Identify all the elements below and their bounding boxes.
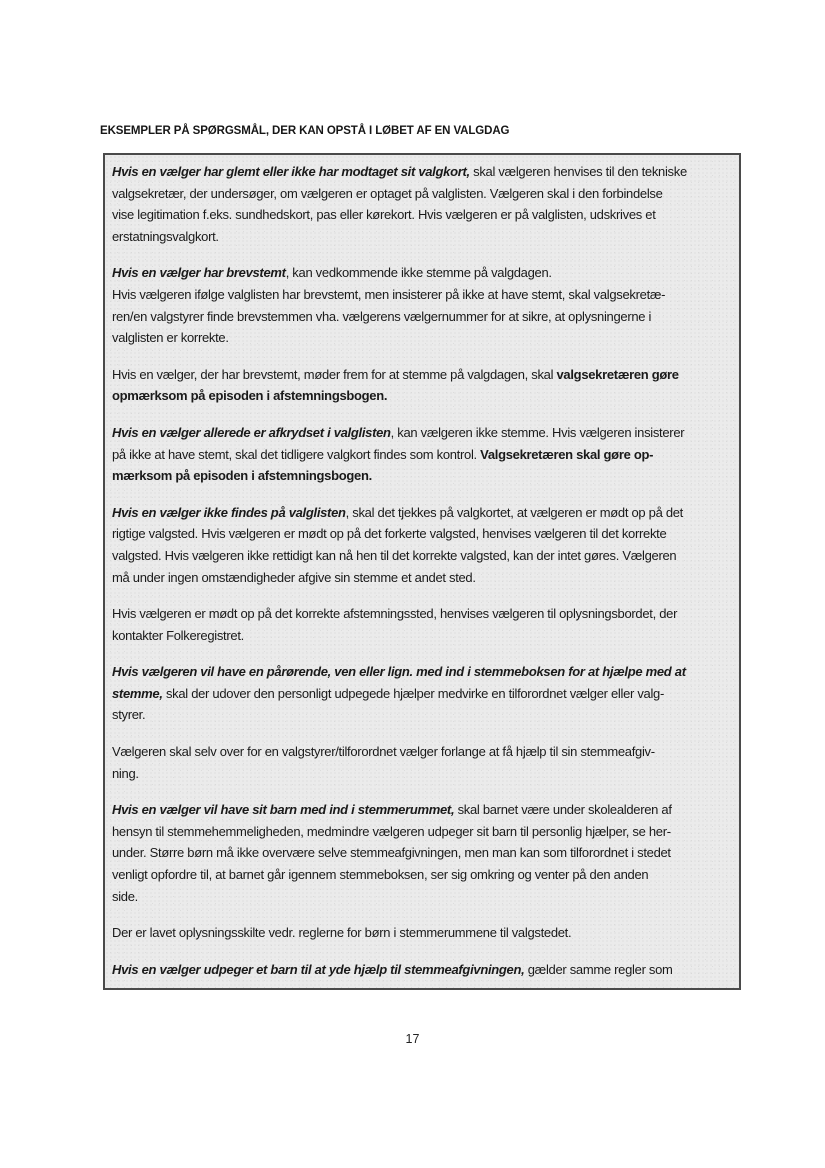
page-number: 17 bbox=[405, 1032, 420, 1046]
text-run: venligt opfordre til, at barnet går igennem stemmeboksen, ser sig omkring og venter på den anden bbox=[112, 867, 649, 883]
text-run: Hvis en vælger ikke findes på valglisten bbox=[112, 504, 346, 520]
text-run: Hvis en vælger udpeger et barn til at yde hjælp til stemmeafgivningen, bbox=[112, 961, 525, 977]
text-run: gælder samme regler som bbox=[524, 961, 673, 977]
text-line bbox=[112, 864, 732, 886]
text-run: ren/en valgstyrer finde brevstemmen vha. vælgerens vælgernummer for at sikre, at oplysningerne i bbox=[112, 308, 652, 324]
text-run: Hvis vælgeren ifølge valglisten har brevstemt, men insisterer på ikke at have stemt, skal valgsekretæ- bbox=[112, 286, 666, 302]
text-line bbox=[112, 545, 732, 567]
text-run: Hvis en vælger har brevstemt bbox=[112, 265, 286, 281]
text-run: Der er lavet oplysningsskilte vedr. reglerne for børn i stemmerummene til valgstedet. bbox=[112, 925, 572, 941]
paragraph bbox=[112, 922, 732, 944]
text-line bbox=[112, 741, 732, 763]
text-line bbox=[112, 625, 732, 647]
text-run: Hvis en vælger, der har brevstemt, møder frem for at stemme på valgdagen, skal bbox=[112, 366, 557, 382]
text-run: Hvis vælgeren vil have en pårørende, ven eller lign. med ind i stemmeboksen for at hjælpe med at bbox=[112, 664, 686, 680]
text-line bbox=[112, 704, 732, 726]
text-line bbox=[112, 763, 732, 785]
text-run: valgsted. Hvis vælgeren ikke rettidigt kan nå hen til det korrekte valgsted, kan der intet gøres. Vælgeren bbox=[112, 547, 677, 563]
text-run: må under ingen omstændigheder afgive sin stemme et andet sted. bbox=[112, 569, 476, 585]
text-line bbox=[112, 385, 732, 407]
text-run: ning. bbox=[112, 765, 139, 781]
paragraph bbox=[112, 661, 732, 726]
text-line bbox=[112, 306, 732, 328]
text-run: Vælgeren skal selv over for en valgstyrer/tilforordnet vælger forlange at få hjælp til sin stemmeafgiv- bbox=[112, 744, 655, 760]
text-line bbox=[112, 284, 732, 306]
paragraph bbox=[112, 799, 732, 907]
text-line bbox=[112, 204, 732, 226]
text-run: opmærksom på episoden i afstemningsbogen. bbox=[112, 388, 388, 404]
text-run: skal barnet være under skolealderen af bbox=[454, 802, 672, 818]
paragraph bbox=[112, 161, 732, 247]
text-line bbox=[112, 183, 732, 205]
text-line bbox=[112, 603, 732, 625]
text-run: , skal det tjekkes på valgkortet, at vælgeren er mødt op på det bbox=[345, 504, 683, 520]
paragraph bbox=[112, 603, 732, 646]
text-line bbox=[112, 683, 732, 705]
text-run: hensyn til stemmehemmeligheden, medmindre vælgeren udpeger sit barn til personlig hjælper, se her- bbox=[112, 823, 671, 839]
text-run: styrer. bbox=[112, 707, 146, 723]
text-line bbox=[112, 327, 732, 349]
text-line bbox=[112, 959, 732, 981]
text-line bbox=[112, 262, 732, 284]
text-run: Hvis vælgeren er mødt op på det korrekte afstemningssted, henvises vælgeren til oplysningsbordet, der bbox=[112, 606, 678, 622]
text-run: , kan vedkommende ikke stemme på valgdagen. bbox=[285, 265, 552, 281]
text-run: vise legitimation f.eks. sundhedskort, pas eller kørekort. Hvis vælgeren er på valglisten, udskrives et bbox=[112, 207, 656, 223]
text-line bbox=[112, 364, 732, 386]
text-run: Hvis en vælger allerede er afkrydset i valglisten bbox=[112, 424, 391, 440]
paragraph bbox=[112, 959, 732, 981]
paragraph bbox=[112, 364, 732, 407]
paragraph bbox=[112, 422, 732, 487]
text-run: valgsekretæren gøre bbox=[556, 366, 679, 382]
text-run: kontakter Folkeregistret. bbox=[112, 627, 244, 643]
text-run: på ikke at have stemt, skal det tidligere valgkort findes som kontrol. bbox=[112, 446, 481, 462]
text-run: side. bbox=[112, 888, 138, 904]
text-run: Valgsekretæren skal gøre op- bbox=[480, 446, 654, 462]
text-line bbox=[112, 922, 732, 944]
text-line bbox=[112, 567, 732, 589]
text-run: skal der udover den personligt udpegede hjælper medvirke en tilforordnet vælger eller valg- bbox=[162, 685, 665, 701]
text-run: mærksom på episoden i afstemningsbogen. bbox=[112, 468, 372, 484]
paragraph bbox=[112, 262, 732, 348]
text-run: valgsekretær, der undersøger, om vælgeren er optaget på valglisten. Vælgeren skal i den forbindelse bbox=[112, 185, 663, 201]
paragraph bbox=[112, 502, 732, 588]
text-line bbox=[112, 161, 732, 183]
info-box bbox=[103, 153, 741, 990]
text-line bbox=[112, 502, 732, 524]
text-run: , kan vælgeren ikke stemme. Hvis vælgeren insisterer bbox=[390, 424, 685, 440]
text-run: rigtige valgsted. Hvis vælgeren er mødt op på det forkerte valgsted, henvises vælgeren til det korrekte bbox=[112, 526, 667, 542]
text-line bbox=[112, 661, 732, 683]
text-line bbox=[112, 886, 732, 908]
text-run: skal vælgeren henvises til den tekniske bbox=[469, 164, 687, 179]
text-run: Hvis en vælger vil have sit barn med ind i stemmerummet, bbox=[112, 802, 455, 818]
text-line bbox=[112, 444, 732, 466]
text-line bbox=[112, 422, 732, 444]
text-line bbox=[112, 842, 732, 864]
paragraph bbox=[112, 741, 732, 784]
page-heading: EKSEMPLER PÅ SPØRGSMÅL, DER KAN OPSTÅ I LØBET AF EN VALGDAG bbox=[100, 125, 510, 137]
text-run: erstatningsvalgkort. bbox=[112, 228, 219, 244]
text-line bbox=[112, 465, 732, 487]
text-line bbox=[112, 523, 732, 545]
text-run: valglisten er korrekte. bbox=[112, 330, 229, 346]
text-run: under. Større børn må ikke overvære selve stemmeafgivningen, men man kan som tilforordnet i stedet bbox=[112, 845, 671, 861]
text-run: Hvis en vælger har glemt eller ikke har modtaget sit valgkort, bbox=[112, 164, 470, 179]
text-line bbox=[112, 226, 732, 248]
text-line bbox=[112, 821, 732, 843]
text-line bbox=[112, 799, 732, 821]
text-run: stemme, bbox=[112, 685, 163, 701]
